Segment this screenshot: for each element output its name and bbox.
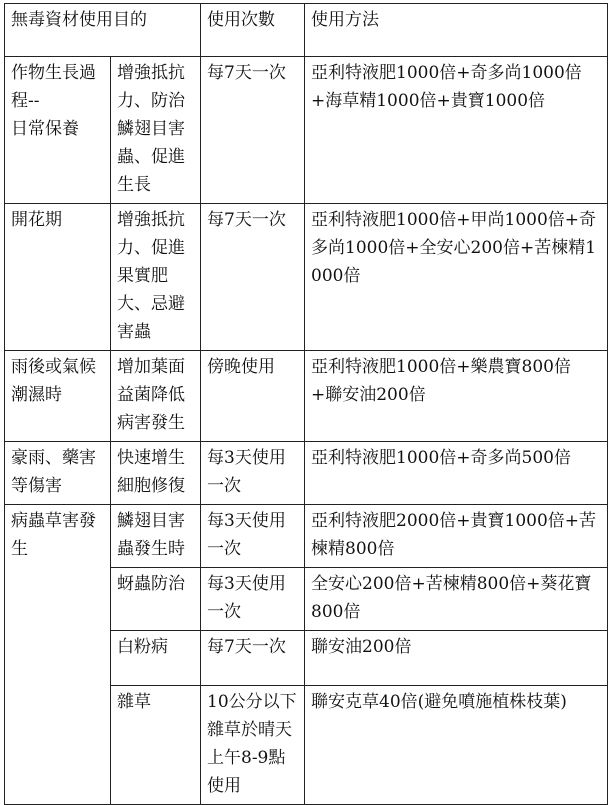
frequency-cell: 10公分以下雜草於晴天上午8-9點使用: [201, 686, 305, 805]
table-row: [5, 351, 608, 442]
frequency-cell: 每3天使用一次: [201, 442, 305, 505]
purpose-cell: 增強抵抗力、促進果實肥大、忌避害蟲: [111, 204, 201, 351]
purpose-cell: 增強抵抗力、防治鱗翅目害蟲、促進生長: [111, 57, 201, 204]
frequency-cell: 每3天使用一次: [201, 505, 305, 568]
table-row: [5, 57, 608, 204]
purpose-cell: 鱗翅目害蟲發生時: [111, 505, 201, 568]
header-frequency: 使用次數: [201, 4, 305, 57]
table-row: [5, 204, 608, 351]
category-cell: 開花期: [5, 204, 111, 351]
method-cell: 全安心200倍+苦楝精800倍+葵花寶800倍: [305, 568, 608, 631]
method-cell: 亞利特液肥1000倍+奇多尚1000倍+海草精1000倍+貴寶1000倍: [305, 57, 608, 204]
pesticide-usage-table: [4, 3, 608, 805]
purpose-cell: 快速增生細胞修復: [111, 442, 201, 505]
frequency-cell: 每7天一次: [201, 631, 305, 686]
header-method: 使用方法: [305, 4, 608, 57]
category-cell: 作物生長過程-- 日常保養: [5, 57, 111, 204]
frequency-cell: 傍晚使用: [201, 351, 305, 442]
method-cell: 亞利特液肥2000倍+貴寶1000倍+苦楝精800倍: [305, 505, 608, 568]
table-row: [5, 442, 608, 505]
table-header-row: [5, 4, 608, 57]
method-cell: 亞利特液肥1000倍+樂農寶800倍+聯安油200倍: [305, 351, 608, 442]
purpose-cell: 蚜蟲防治: [111, 568, 201, 631]
header-purpose: 無毒資材使用目的: [5, 4, 201, 57]
method-cell: 亞利特液肥1000倍+奇多尚500倍: [305, 442, 608, 505]
frequency-cell: 每7天一次: [201, 204, 305, 351]
table-row: [5, 505, 608, 568]
method-cell: 聯安油200倍: [305, 631, 608, 686]
method-cell: 聯安克草40倍(避免噴施植株枝葉): [305, 686, 608, 805]
category-cell: 雨後或氣候潮濕時: [5, 351, 111, 442]
purpose-cell: 白粉病: [111, 631, 201, 686]
purpose-cell: 增加葉面益菌降低病害發生: [111, 351, 201, 442]
category-cell: 豪雨、藥害等傷害: [5, 442, 111, 505]
purpose-cell: 雜草: [111, 686, 201, 805]
frequency-cell: 每7天一次: [201, 57, 305, 204]
category-cell: 病蟲草害發生: [5, 505, 111, 805]
method-cell: 亞利特液肥1000倍+甲尚1000倍+奇多尚1000倍+全安心200倍+苦楝精1000倍: [305, 204, 608, 351]
frequency-cell: 每3天使用一次: [201, 568, 305, 631]
